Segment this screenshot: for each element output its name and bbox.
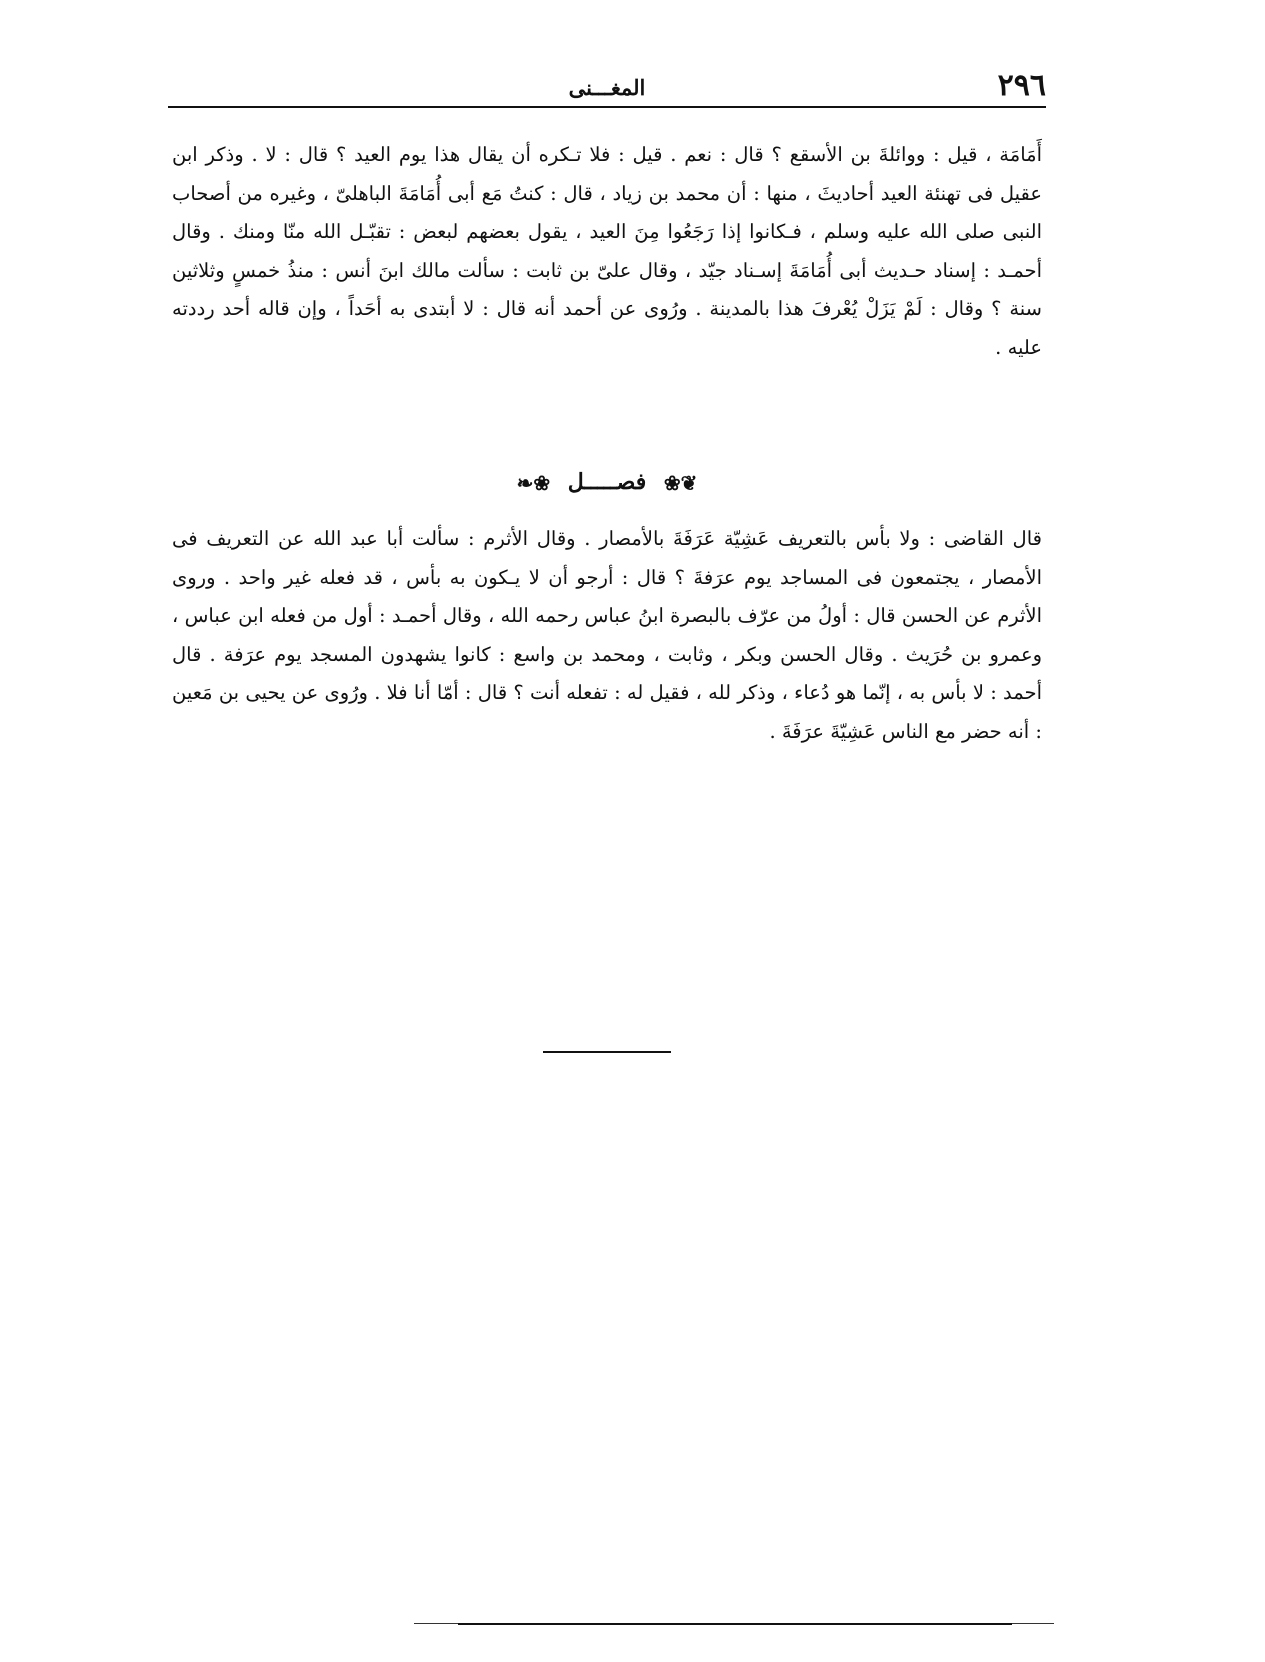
text-block-1 xyxy=(172,136,1042,367)
header-rule xyxy=(168,106,1046,108)
paragraph-1: أَمَامَة ، قيل : ووائلةَ بن الأسقع ؟ قال : نعم . قيل : فلا تـكره أن يقال هذا يوم العيد ؟ قال : لا . وذكر ابن عقيل فى تهنئة العيد أحاديثَ ، منها : أن محمد بن زياد ، قال : كنتُ مَع أبى أُمَامَةَ الباهلىّ ، وغيره من أصحاب النبى صلى الله عليه وسلم ، فـكانوا إذا رَجَعُوا مِنَ العيد ، يقول بعضهم لبعض : تقبّـل الله منّا ومنك . وقال أحمـد : إسناد حـديث أبى أُمَامَةَ إسـناد جيّد ، وقال علىّ بن ثابت : سألت مالك ابنَ أنس : منذُ خمسٍ وثلاثين سنة ؟ وقال : لَمْ يَزَلْ يُعْرفَ هذا بالمدينة . ورُوى عن أحمد أنه قال : لا أبتدى به أحَداً ، وإن قاله أحد رددته عليه . xyxy=(172,143,1042,359)
page-header xyxy=(168,68,1046,108)
section-heading-label: فصـــــل xyxy=(567,469,647,495)
page-number: ٢٩٦ xyxy=(997,68,1046,103)
paragraph-2: قال القاضى : ولا بأس بالتعريف عَشِيّة عَرَفَةَ بالأمصار . وقال الأثرم : سألت أبا عبد الله عن التعريف فى الأمصار ، يجتمعون فى المساجد يوم عرَفةَ ؟ قال : أرجو أن لا يـكون به بأس ، قد فعله غير واحد . وروى الأثرم عن الحسن قال : أولُ من عرّف بالبصرة ابنُ عباس رحمه الله ، وقال أحمـد : أول من فعله ابن عباس ، وعمرو بن حُرَيث . وقال الحسن وبكر ، وثابت ، ومحمد بن واسع : كانوا يشهدون المسجد يوم عرَفة . قال أحمد : لا بأس به ، إنّما هو دُعاء ، وذكر لله ، فقيل له : تفعله أنت ؟ قال : أمّا أنا فلا . ورُوى عن يحيى بن مَعين : أنه حضر مع الناس عَشِيّةَ عرَفَةَ . xyxy=(172,527,1042,743)
text-block-2 xyxy=(172,520,1042,751)
section-heading xyxy=(168,462,1046,502)
ornament-left-icon: ❀❧ xyxy=(516,471,551,495)
footer-rule-thick xyxy=(458,1623,1012,1625)
end-of-text-rule xyxy=(543,1051,671,1053)
ornament-right-icon: ❦❀ xyxy=(663,471,698,495)
running-title: المغـــنى xyxy=(568,75,646,100)
